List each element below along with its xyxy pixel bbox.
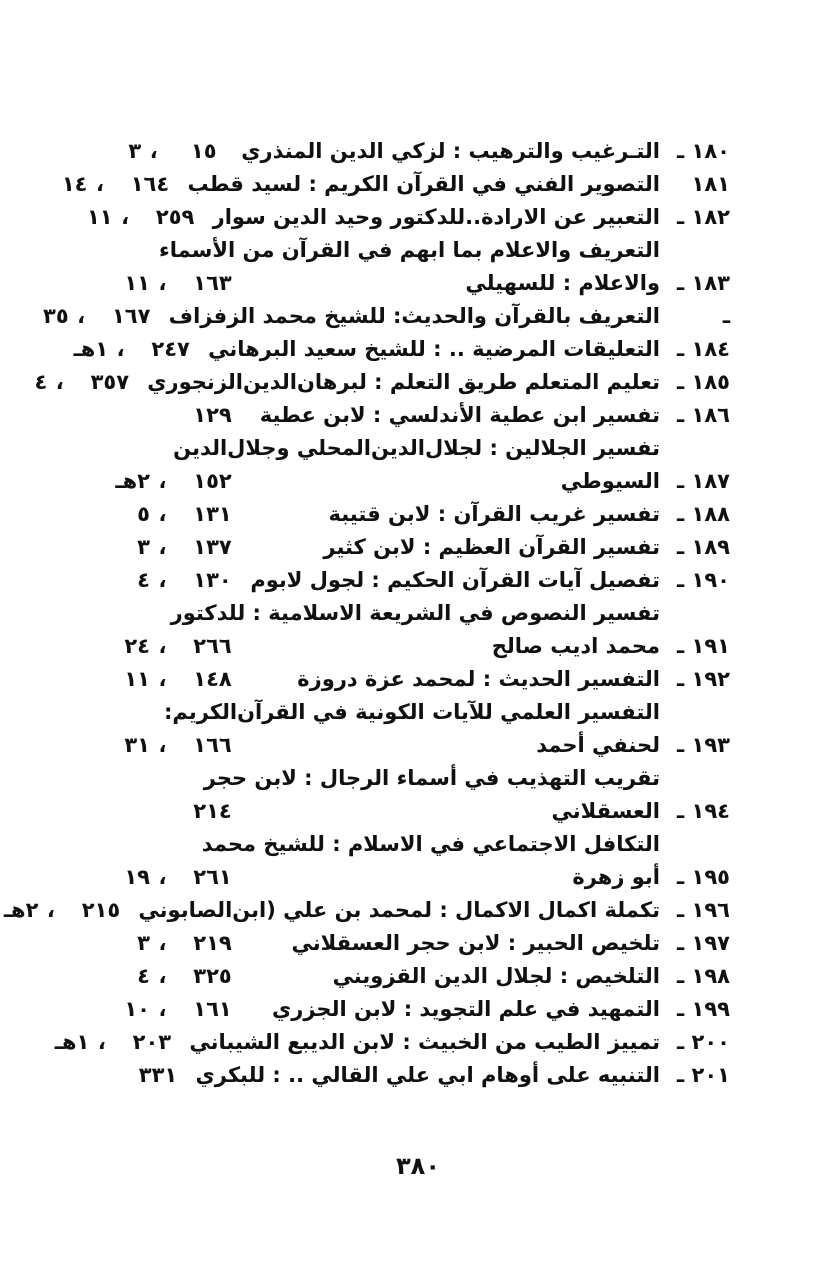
list-item [80,531,730,564]
list-item [73,333,730,366]
entry-body [80,531,660,564]
entry-line [80,135,660,168]
entry-reference [80,993,250,1026]
entry-volume: ١٥ [190,139,217,163]
entry-title: التصوير الفني في القرآن الكريم : لسيد قطب [187,172,660,196]
entry-page [26,1059,96,1092]
entry-title: تعليم المتعلم طريق التعلم : لبرهان‌الدين‌الزنجوري [147,370,660,394]
entry-body [80,663,660,696]
entry-volume: ٢٤٧ [151,337,190,361]
entry-body [61,168,660,201]
entry-line [80,630,660,663]
list-item [43,300,730,333]
entry-reference [80,960,250,993]
list-item [80,762,730,828]
entry-volume: ١٣١ [193,502,232,526]
entry-volume: ٢٦١ [193,865,232,889]
entry-page: ٢هـ [3,898,39,922]
entry-page: ٢٤ [124,634,150,658]
entry-volume: ٣٥٧ [90,370,130,394]
entry-line [80,729,660,762]
entry-body [80,993,660,1026]
entry-page: ١٩ [124,865,150,889]
entry-volume: ١٢٩ [193,403,232,427]
entry-reference [26,1059,196,1092]
entry-number: ١٩٢ ـ [677,667,730,691]
entry-reference [80,399,250,432]
entry-body [80,135,660,168]
entry-number: ١٩٤ ـ [677,799,730,823]
entry-body [43,300,660,333]
entry-title: التعريف بالقرآن والحديث: للشيخ محمد الزفزاف [168,304,660,328]
list-item [80,927,730,960]
entry-page: ٥ [137,502,150,526]
list-item [80,993,730,1026]
entry-separator: ، [158,535,167,559]
entry-line [80,762,660,795]
entry-separator: ، [158,469,167,493]
entry-line [80,663,660,696]
entry-volume: ١٥٢ [193,469,232,493]
entry-reference [80,564,250,597]
entry-page: ٤ [137,964,150,988]
entry-separator: ، [46,898,55,922]
entry-line [80,399,660,432]
entry-line [80,201,660,234]
entry-separator: ، [149,139,158,163]
entry-number: ١٩٦ ـ [677,898,730,922]
entry-page: ١١ [86,205,113,229]
entry-title: التـرغيب والترهيب : لزكي الدين المنذري [241,139,660,163]
entry-reference [0,366,147,399]
entry-title: تفسير القرآن العظيم : لابن كثير [323,535,660,559]
list-item [34,366,730,399]
entry-number: ١٨٨ ـ [677,502,730,526]
entry-reference [43,201,213,234]
entry-page: ١١ [124,667,150,691]
entry-body [54,1026,660,1059]
entry-page: ٤ [34,370,48,394]
entry-title: التكافل الاجتماعي في الاسلام : للشيخ محمد [201,832,660,856]
entry-reference [0,894,138,927]
entry-line [80,465,660,498]
entry-page: ١٠ [124,997,150,1021]
entry-separator: ، [158,733,167,757]
entry-reference [80,531,250,564]
entry-separator: ، [97,1030,106,1054]
entry-reference [19,1026,189,1059]
entry-body [80,432,660,498]
entry-page: ٣٥ [43,304,69,328]
entry-reference [80,729,250,762]
entry-title: والاعلام : للسهيلي [465,271,660,295]
entry-line [43,300,660,333]
entry-title: التلخيص : لجلال الدين القزويني [332,964,660,988]
entry-title: تقريب التهذيب في أسماء الرجال : لابن حجر [203,766,660,790]
entry-volume: ١٦٦ [193,733,232,757]
entry-line [80,927,660,960]
entry-reference [80,465,250,498]
entry-line [80,960,660,993]
entry-separator: ، [158,271,167,295]
entry-line [80,828,660,861]
entry-body [73,333,660,366]
list-item [80,201,730,234]
entry-page: ٣ [137,931,150,955]
entry-number: ١٨٢ ـ [677,205,730,229]
entry-number: ١٩٣ ـ [677,733,730,757]
entry-number: ١٨٠ ـ [677,139,730,163]
entry-line [80,267,660,300]
entry-line [80,696,660,729]
entry-title: التفسير العلمي للآيات الكونية في القرآن‌الكريم: [163,700,660,724]
list-item [61,168,730,201]
entry-reference [80,861,250,894]
list-item [80,960,730,993]
entry-separator [96,1059,121,1092]
entry-separator: ، [121,205,130,229]
entry-volume: ١٦١ [193,997,232,1021]
entry-title: لحنفي أحمد [536,733,660,757]
entry-volume: ٢١٩ [193,931,232,955]
entry-volume: ١٣٠ [193,568,232,592]
entry-title: التعريف والاعلام بما ابهم في القرآن من الأسماء [159,238,660,262]
list-item [3,894,730,927]
entry-volume: ٢١٥ [81,898,121,922]
entry-body [80,828,660,894]
entry-page: ١هـ [54,1030,90,1054]
list-item [80,234,730,300]
entry-separator [150,795,175,828]
bibliography-list [3,135,730,1092]
entry-line [80,597,660,630]
entry-number: ١٨٣ ـ [677,271,730,295]
entry-volume: ٢٦٦ [193,634,232,658]
entry-line [80,531,660,564]
entry-volume: ١٦٣ [193,271,232,295]
entry-number: ١٨٥ ـ [677,370,730,394]
entry-separator: ، [158,568,167,592]
page-number: ٣٨٠ [396,1152,440,1180]
entry-page: ١١ [124,271,150,295]
entry-title: التعبير عن الارادة..للدكتور وحيد الدين سوار [212,205,660,229]
entry-title: تفسير الجلالين : لجلال‌الدين‌المحلي وجلال‌الدين [173,436,660,460]
entry-reference [71,135,241,168]
entry-body [80,234,660,300]
entry-page: ٣ [137,535,150,559]
entry-separator: ، [158,931,167,955]
entry-number: ١٨٧ ـ [677,469,730,493]
entry-title: التمهيد في علم التجويد : لابن الجزري [272,997,660,1021]
entry-reference [80,663,250,696]
entry-page [80,795,150,828]
entry-title: التنبيه على أوهام ابي علي القالي .. : للبكري [195,1063,660,1087]
entry-body [80,498,660,531]
entry-reference [80,630,250,663]
entry-body [80,564,660,597]
entry-title: تفصيل آيات القرآن الحكيم : لجول لابوم [250,568,660,592]
entry-number: ١٩١ ـ [677,634,730,658]
entry-volume: ١٦٧ [111,304,151,328]
entry-number: ١٩٥ ـ [677,865,730,889]
entry-body [80,201,660,234]
entry-volume: ٢٠٣ [132,1030,172,1054]
entry-line [80,861,660,894]
entry-separator: ، [95,172,104,196]
entry-page: ١هـ [73,337,109,361]
entry-title: التعليقات المرضية .. : للشيخ سعيد البرهاني [208,337,660,361]
list-item [80,597,730,663]
entry-number: ١٩٨ ـ [677,964,730,988]
entry-body [34,366,660,399]
entry-line [80,498,660,531]
entry-number: ٢٠١ ـ [677,1063,730,1087]
list-item [54,1026,730,1059]
entry-body [80,762,660,828]
entry-reference [38,333,208,366]
entry-volume: ١٣٧ [193,535,232,559]
entry-page: ٢هـ [115,469,150,493]
entry-separator: ، [77,304,86,328]
entry-line [80,1059,660,1092]
entry-line [34,366,660,399]
entry-title: أبو زهرة [572,865,660,889]
entry-body [80,960,660,993]
entry-volume: ٢١٤ [193,799,232,823]
entry-reference [17,168,187,201]
entry-page: ٣ [128,139,142,163]
list-item [80,828,730,894]
entry-line [80,564,660,597]
entry-reference [80,498,250,531]
entry-reference [0,300,169,333]
entry-separator: ، [158,502,167,526]
entry-volume: ١٦٤ [130,172,170,196]
list-item [80,564,730,597]
list-item [80,432,730,498]
entry-body [80,1059,660,1092]
entry-separator [150,399,175,432]
entry-line [80,795,660,828]
entry-volume: ٢٥٩ [155,205,195,229]
entry-line [80,234,660,267]
entry-title: محمد اديب صالح [491,634,660,658]
entry-number: ـ [722,304,730,328]
entry-reference [80,267,250,300]
entry-body [3,894,660,927]
entry-page [80,399,150,432]
entry-number: ٢٠٠ ـ [677,1030,730,1054]
entry-body [80,399,660,432]
entry-title: تفسير ابن عطية الأندلسي : لابن عطية [259,403,660,427]
entry-page: ٤ [137,568,150,592]
entry-title: تفسير غريب القرآن : لابن قتيبة [328,502,660,526]
entry-title: السيوطي [560,469,660,493]
list-item [80,135,730,168]
entry-number: ١٩٠ ـ [677,568,730,592]
entry-line [73,333,660,366]
entry-number: ١٨٦ ـ [677,403,730,427]
entry-line [3,894,660,927]
entry-title: تكملة اكمال الاكمال : لمحمد بن علي (ابن‌الصابوني [138,898,660,922]
entry-volume: ١٤٨ [193,667,232,691]
entry-title: تلخيص الحبير : لابن حجر العسقلاني [291,931,660,955]
entry-line [61,168,660,201]
entry-separator: ، [158,865,167,889]
list-item [80,1059,730,1092]
entry-page: ١٤ [61,172,88,196]
entry-body [80,597,660,663]
list-item [80,663,730,696]
list-item [80,696,730,762]
entry-separator: ، [116,337,125,361]
entry-volume: ٣٣١ [138,1063,178,1087]
entry-number: ١٨١ [691,172,730,196]
entry-separator: ، [158,964,167,988]
entry-separator: ، [158,667,167,691]
entry-number: ١٩٩ ـ [677,997,730,1021]
entry-page: ٣١ [124,733,150,757]
entry-separator: ، [55,370,64,394]
entry-reference [80,927,250,960]
entry-body [80,927,660,960]
entry-line [80,432,660,465]
entry-line [54,1026,660,1059]
entry-title: تفسير النصوص في الشريعة الاسلامية : للدكتور [170,601,660,625]
entry-volume: ٣٢٥ [193,964,232,988]
entry-separator: ، [158,634,167,658]
list-item [80,399,730,432]
entry-title: تمييز الطيب من الخبيث : لابن الديبع الشيباني [189,1030,660,1054]
entry-title: التفسير الحديث : لمحمد عزة دروزة [297,667,660,691]
entry-number: ١٩٧ ـ [677,931,730,955]
entry-separator: ، [158,997,167,1021]
entry-title: العسقلاني [551,799,660,823]
entry-number: ١٨٤ ـ [677,337,730,361]
entry-line [80,993,660,1026]
entry-number: ١٨٩ ـ [677,535,730,559]
entry-reference [80,795,250,828]
entry-body [80,696,660,762]
list-item [80,498,730,531]
